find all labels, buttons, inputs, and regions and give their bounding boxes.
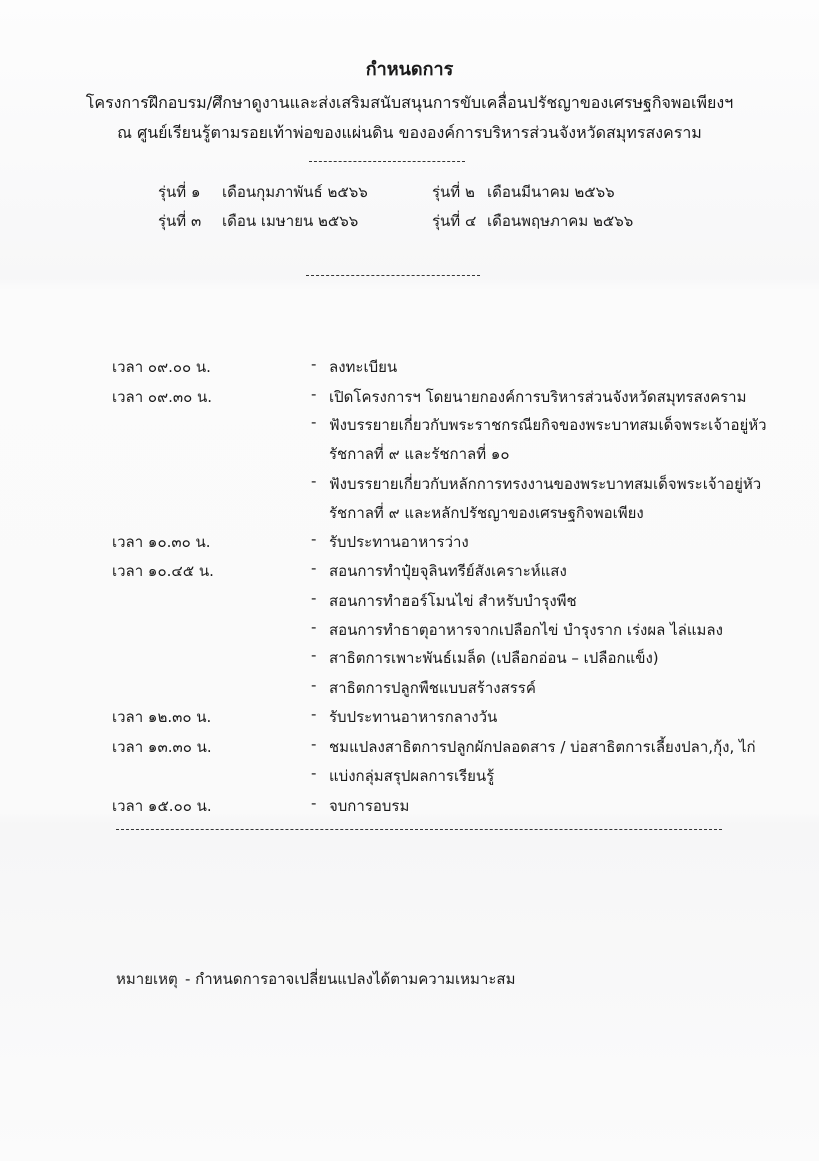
bullet: - xyxy=(311,413,317,431)
bullet: - xyxy=(311,705,317,723)
time-slot: เวลา ๐๙.๐๐ น. xyxy=(112,358,211,376)
activity-item: สอนการทำฮอร์โมนไข่ สำหรับบำรุงพืช xyxy=(329,592,577,610)
activity-item: สาธิตการเพาะพันธ์เมล็ด (เปลือกอ่อน – เปลือกแข็ง) xyxy=(329,649,659,667)
subtitle-project: โครงการฝึกอบรม/ศึกษาดูงานและส่งเสริมสนับสนุนการขับเคลื่อนปรัชญาของเศรษฐกิจพอเพียงฯ xyxy=(85,93,734,112)
note-text: - กำหนดการอาจเปลี่ยนแปลงได้ตามความเหมาะสม xyxy=(185,970,516,988)
activity-item-continued: รัชกาลที่ ๙ และรัชกาลที่ ๑๐ xyxy=(329,445,510,463)
activity-item: สอนการทำธาตุอาหารจากเปลือกไข่ บำรุงราก เร่งผล ไล่แมลง xyxy=(329,621,723,639)
bullet: - xyxy=(311,794,317,812)
bullet: - xyxy=(311,676,317,694)
time-slot: เวลา ๑๒.๓๐ น. xyxy=(112,708,212,726)
batch-3-label: รุ่นที่ ๓ xyxy=(158,212,202,230)
time-slot: เวลา ๐๙.๓๐ น. xyxy=(112,388,213,406)
bullet: - xyxy=(311,355,317,373)
time-slot: เวลา ๑๓.๓๐ น. xyxy=(112,738,212,756)
divider-top xyxy=(309,161,465,162)
activity-item: จบการอบรม xyxy=(329,797,410,815)
bullet: - xyxy=(311,385,317,403)
activity-item: รับประทานอาหารกลางวัน xyxy=(329,708,498,726)
bullet: - xyxy=(311,618,317,636)
activity-item: ฟังบรรยายเกี่ยวกับพระราชกรณียกิจของพระบาทสมเด็จพระเจ้าอยู่หัว xyxy=(329,416,767,434)
batch-2-date: เดือนมีนาคม ๒๕๖๖ xyxy=(487,183,615,201)
bullet: - xyxy=(311,472,317,490)
batch-3-date: เดือน เมษายน ๒๕๖๖ xyxy=(222,212,359,230)
activity-item: ชมแปลงสาธิตการปลูกผักปลอดสาร / บ่อสาธิตการเลี้ยงปลา,กุ้ง, ไก่ xyxy=(329,738,756,756)
batch-1-label: รุ่นที่ ๑ xyxy=(158,183,201,201)
bullet: - xyxy=(311,530,317,548)
batch-4-label: รุ่นที่ ๔ xyxy=(432,212,477,230)
activity-item: ลงทะเบียน xyxy=(329,358,398,376)
subtitle-venue: ณ ศูนย์เรียนรู้ตามรอยเท้าพ่อของแผ่นดิน ขององค์การบริหารส่วนจังหวัดสมุทรสงคราม xyxy=(117,123,702,142)
divider-bottom xyxy=(116,829,722,830)
activity-item-continued: รัชกาลที่ ๙ และหลักปรัชญาของเศรษฐกิจพอเพียง xyxy=(329,504,644,522)
batch-2-label: รุ่นที่ ๒ xyxy=(432,183,475,201)
batch-1-date: เดือนกุมภาพันธ์ ๒๕๖๖ xyxy=(222,183,368,201)
divider-middle xyxy=(306,275,480,276)
bullet: - xyxy=(311,764,317,782)
activity-item: เปิดโครงการฯ โดยนายกองค์การบริหารส่วนจังหวัดสมุทรสงคราม xyxy=(329,388,747,406)
batch-4-date: เดือนพฤษภาคม ๒๕๖๖ xyxy=(487,212,634,230)
time-slot: เวลา ๑๕.๐๐ น. xyxy=(112,797,212,815)
note-label: หมายเหตุ xyxy=(116,970,178,988)
bullet: - xyxy=(311,646,317,664)
time-slot: เวลา ๑๐.๔๕ น. xyxy=(112,562,214,580)
activity-item: สาธิตการปลูกพืชแบบสร้างสรรค์ xyxy=(329,679,536,697)
activity-item: แบ่งกลุ่มสรุปผลการเรียนรู้ xyxy=(329,767,495,785)
bullet: - xyxy=(311,735,317,753)
page-title: กำหนดการ xyxy=(365,59,454,80)
activity-item: รับประทานอาหารว่าง xyxy=(329,533,469,551)
activity-item: สอนการทำปุ๋ยจุลินทรีย์สังเคราะห์แสง xyxy=(329,562,567,580)
bullet: - xyxy=(311,559,317,577)
activity-item: ฟังบรรยายเกี่ยวกับหลักการทรงงานของพระบาทสมเด็จพระเจ้าอยู่หัว xyxy=(329,475,762,493)
time-slot: เวลา ๑๐.๓๐ น. xyxy=(112,533,211,551)
bullet: - xyxy=(311,589,317,607)
